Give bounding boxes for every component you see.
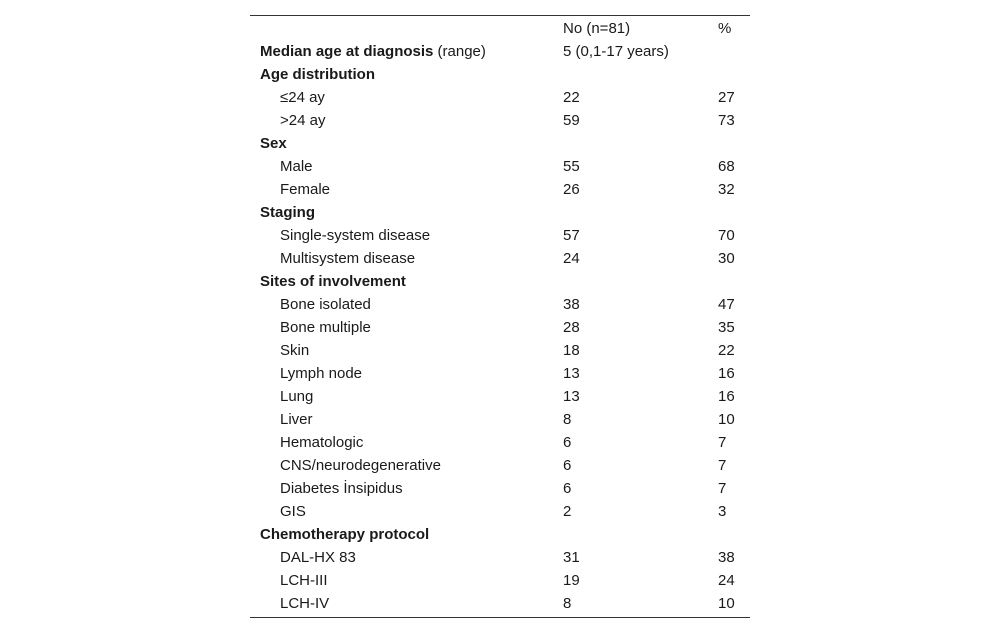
- row-count: 26: [563, 181, 580, 198]
- table-row: [250, 316, 750, 339]
- row-count: 2: [563, 503, 572, 520]
- row-label: Single-system disease: [280, 227, 431, 244]
- section-pct-empty: [718, 201, 750, 224]
- table-row: [250, 109, 750, 132]
- row-count: 6: [563, 457, 572, 474]
- section-title: Age distribution: [260, 66, 375, 83]
- row-percent: 7: [718, 457, 727, 474]
- section-no-empty: [563, 63, 718, 86]
- table-row: [250, 500, 750, 523]
- section-no-empty: [563, 132, 718, 155]
- section-title: Chemotherapy protocol: [260, 526, 430, 543]
- row-label: Diabetes İnsipidus: [280, 480, 403, 497]
- header-label-cell: [250, 17, 563, 40]
- section-pct-empty: [718, 63, 750, 86]
- section-pct-empty: [718, 523, 750, 546]
- row-label: GIS: [280, 503, 306, 520]
- row-label: CNS/neurodegenerative: [280, 457, 441, 474]
- row-count: 59: [563, 112, 580, 129]
- table-row: [250, 293, 750, 316]
- row-count: 57: [563, 227, 580, 244]
- row-percent: 16: [718, 365, 735, 382]
- row-label: Lung: [280, 388, 314, 405]
- row-percent: 16: [718, 388, 735, 405]
- row-label: LCH-IV: [280, 595, 330, 612]
- median-age-suffix: (range): [433, 43, 486, 60]
- row-count: 13: [563, 388, 580, 405]
- row-percent: 68: [718, 158, 735, 175]
- table-row: [250, 178, 750, 201]
- row-count: 13: [563, 365, 580, 382]
- section-header-row: [250, 201, 750, 224]
- row-percent: 35: [718, 319, 735, 336]
- row-label: Multisystem disease: [280, 250, 416, 267]
- median-age-pct: [718, 40, 750, 63]
- table-row: [250, 546, 750, 569]
- row-percent: 24: [718, 572, 735, 589]
- row-label: Female: [280, 181, 331, 198]
- table-row: [250, 155, 750, 178]
- row-count: 19: [563, 572, 580, 589]
- row-count: 8: [563, 595, 572, 612]
- row-label: Liver: [280, 411, 313, 428]
- row-count: 24: [563, 250, 580, 267]
- table-row: [250, 247, 750, 270]
- section-no-empty: [563, 270, 718, 293]
- table-row: [250, 569, 750, 592]
- row-label: Male: [280, 158, 313, 175]
- median-age-title: Median age at diagnosis: [260, 43, 434, 60]
- section-no-empty: [563, 523, 718, 546]
- row-count: 8: [563, 411, 572, 428]
- row-percent: 7: [718, 480, 727, 497]
- row-count: 55: [563, 158, 580, 175]
- row-percent: 7: [718, 434, 727, 451]
- section-header-row: [250, 523, 750, 546]
- header-no-cell: No (n=81): [563, 20, 631, 37]
- row-count: 6: [563, 480, 572, 497]
- patient-characteristics-table: [250, 15, 750, 618]
- row-count: 18: [563, 342, 580, 359]
- section-header-row: [250, 132, 750, 155]
- table-row: [250, 408, 750, 431]
- row-count: 6: [563, 434, 572, 451]
- section-pct-empty: [718, 132, 750, 155]
- row-label: Lymph node: [280, 365, 363, 382]
- table-row: [250, 592, 750, 615]
- row-percent: 47: [718, 296, 735, 313]
- row-count: 22: [563, 89, 580, 106]
- row-percent: 32: [718, 181, 735, 198]
- section-no-empty: [563, 201, 718, 224]
- section-pct-empty: [718, 270, 750, 293]
- section-title: Sites of involvement: [260, 273, 406, 290]
- row-label: Hematologic: [280, 434, 364, 451]
- section-header-row: [250, 63, 750, 86]
- table-row: [250, 385, 750, 408]
- table-row: [250, 454, 750, 477]
- row-percent: 22: [718, 342, 735, 359]
- row-percent: 30: [718, 250, 735, 267]
- median-age-value: 5 (0,1-17 years): [563, 43, 669, 60]
- section-header-row: [250, 270, 750, 293]
- table-row: [250, 431, 750, 454]
- table-row: [250, 86, 750, 109]
- row-percent: 70: [718, 227, 735, 244]
- row-label: Skin: [280, 342, 310, 359]
- data-table: [250, 17, 750, 615]
- row-count: 28: [563, 319, 580, 336]
- table-row: [250, 224, 750, 247]
- row-percent: 73: [718, 112, 735, 129]
- row-label: >24 ay: [280, 112, 326, 129]
- table-row: [250, 362, 750, 385]
- row-count: 38: [563, 296, 580, 313]
- header-pct-cell: %: [718, 20, 732, 37]
- row-label: Bone isolated: [280, 296, 371, 313]
- section-title: Sex: [260, 135, 287, 152]
- row-count: 31: [563, 549, 580, 566]
- row-percent: 3: [718, 503, 727, 520]
- row-label: ≤24 ay: [280, 89, 325, 106]
- row-label: DAL-HX 83: [280, 549, 356, 566]
- table-row: [250, 339, 750, 362]
- section-title: Staging: [260, 204, 315, 221]
- table-row: [250, 477, 750, 500]
- row-label: LCH-III: [280, 572, 328, 589]
- row-percent: 38: [718, 549, 735, 566]
- header-row: [250, 17, 750, 40]
- table-body: [250, 17, 750, 615]
- median-age-label: [250, 40, 563, 63]
- row-percent: 10: [718, 595, 735, 612]
- row-percent: 10: [718, 411, 735, 428]
- median-age-row: [250, 40, 750, 63]
- row-percent: 27: [718, 89, 735, 106]
- row-label: Bone multiple: [280, 319, 371, 336]
